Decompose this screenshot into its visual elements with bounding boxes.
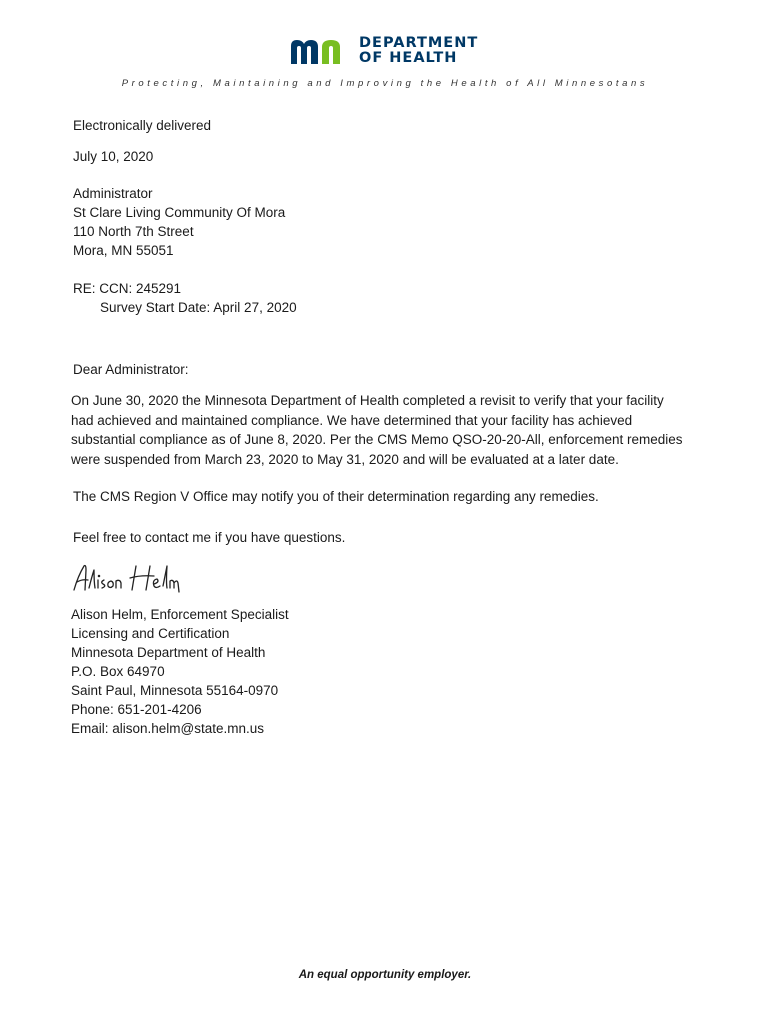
mdh-logo (289, 36, 478, 66)
tagline: Protecting, Maintaining and Improving the Health of All Minnesotans (121, 78, 649, 89)
org-name-line2: OF HEALTH (359, 50, 458, 66)
signer-line: Saint Paul, Minnesota 55164-0970 (71, 683, 279, 698)
re-block (73, 279, 297, 317)
handwritten-signature (70, 562, 190, 603)
recipient-line: Administrator (73, 186, 153, 201)
recipient-line: 110 North 7th Street (73, 224, 194, 239)
delivery-method: Electronically delivered (73, 118, 212, 133)
signer-line: Licensing and Certification (71, 626, 230, 641)
org-name (359, 36, 478, 66)
signer-line: Alison Helm, Enforcement Specialist (71, 607, 289, 622)
signer-email: Email: alison.helm@state.mn.us (71, 721, 265, 736)
recipient-line: Mora, MN 55051 (73, 243, 174, 258)
paragraph-line: were suspended from March 23, 2020 to May 31, 2020 and will be evaluated at a later date. (71, 451, 619, 467)
re-ccn: RE: CCN: 245291 (73, 281, 182, 296)
recipient-line: St Clare Living Community Of Mora (73, 205, 286, 220)
signer-line: Phone: 651-201-4206 (71, 702, 202, 717)
letter-date: July 10, 2020 (73, 149, 154, 164)
paragraph-line: substantial compliance as of June 8, 2020. Per the CMS Memo QSO-20-20-All, enforcement remedies (71, 432, 683, 447)
paragraph-line: had achieved and maintained compliance. We have determined that your facility has achieved (71, 412, 633, 428)
footer-eeo-statement: An equal opportunity employer. (298, 969, 472, 981)
org-name-line1: DEPARTMENT (359, 35, 479, 51)
salutation: Dear Administrator: (73, 362, 189, 377)
re-survey-date: Survey Start Date: April 27, 2020 (100, 300, 297, 315)
body-paragraph-2: The CMS Region V Office may notify you of their determination regarding any remedies. (73, 489, 599, 504)
mn-logo-mark (289, 37, 353, 65)
recipient-address (73, 184, 285, 260)
signer-block (71, 605, 289, 738)
signer-line: Minnesota Department of Health (71, 645, 266, 660)
body-paragraph-3: Feel free to contact me if you have questions. (73, 530, 346, 545)
paragraph-line: On June 30, 2020 the Minnesota Department of Health completed a revisit to verify that your facility (71, 393, 664, 408)
body-paragraph-1 (71, 391, 701, 469)
signer-line: P.O. Box 64970 (71, 664, 165, 679)
